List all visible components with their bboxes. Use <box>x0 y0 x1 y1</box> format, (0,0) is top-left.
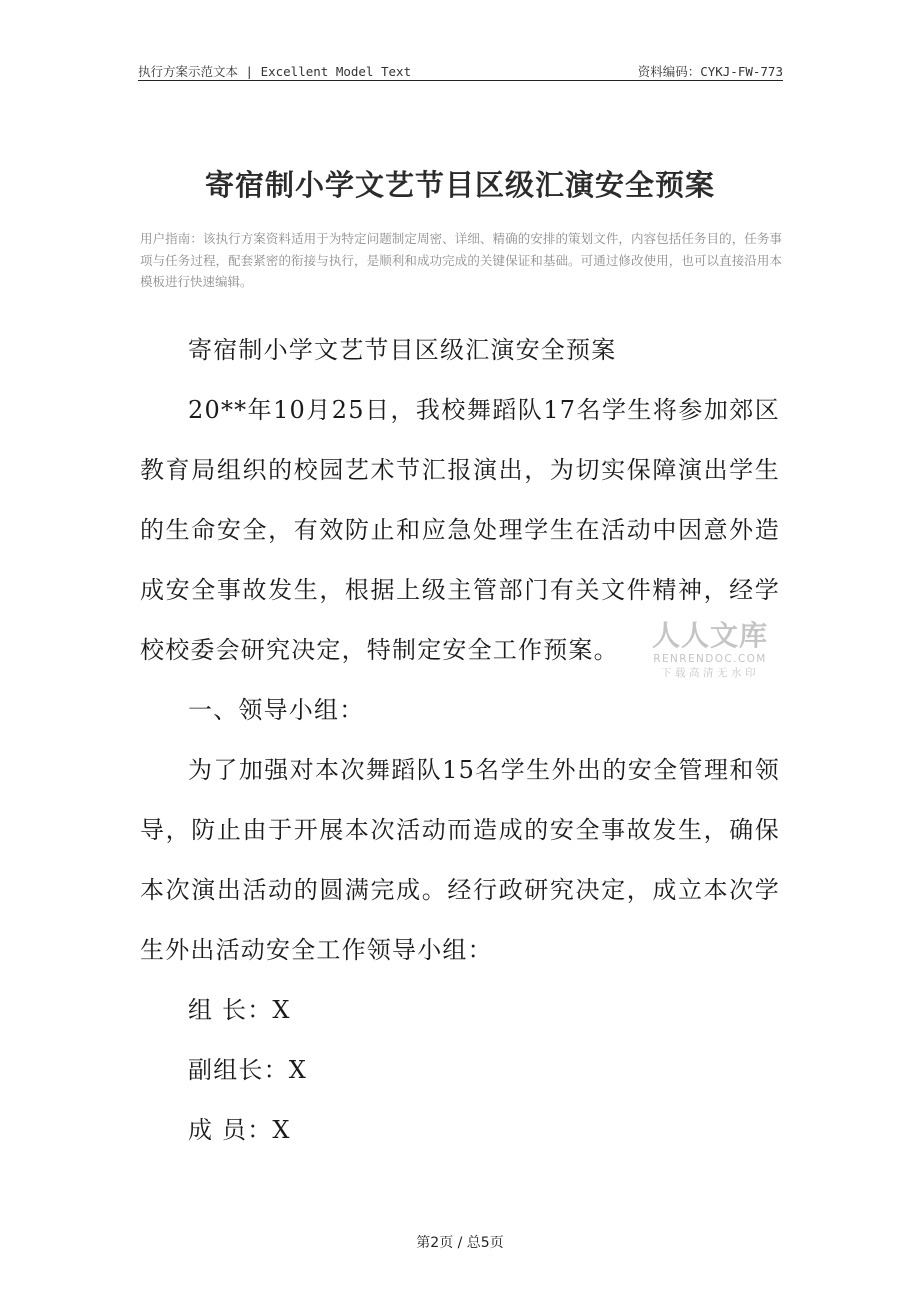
document-body <box>140 320 780 1160</box>
watermark-main-text: 人人文库 <box>651 619 768 652</box>
document-code: 资料编码：CYKJ-FW-773 <box>637 64 783 79</box>
user-guide-text: 用户指南：该执行方案资料适用于为特定问题制定周密、详细、精确的安排的策划文件，内容包括任务目的，任务事项与任务过程，配套紧密的衔接与执行，是顺利和成功完成的关键保证和基础。可通过修改使用，也可以直接沿用本模板进行快速编辑。 <box>140 231 782 289</box>
page-header <box>138 62 783 82</box>
body-paragraph-leadership: 为了加强对本次舞蹈队15名学生外出的安全管理和领导，防止由于开展本次活动而造成的安全事故发生，确保本次演出活动的圆满完成。经行政研究决定，成立本次学生外出活动安全工作领导小组： <box>140 756 780 964</box>
members-line: 成 员：X <box>188 1116 291 1144</box>
body-paragraph-heading: 寄宿制小学文艺节目区级汇演安全预案 <box>188 336 617 364</box>
deputy-leader-line: 副组长：X <box>188 1056 308 1084</box>
page-indicator: 第2页 / 总5页 <box>416 1235 504 1251</box>
section-heading-leadership: 一、领导小组： <box>188 696 365 724</box>
header-divider <box>138 80 783 81</box>
header-left-text: 执行方案示范文本 | Excellent Model Text <box>138 64 412 79</box>
watermark-logo <box>646 620 774 684</box>
leader-line: 组 长：X <box>188 996 291 1024</box>
watermark-domain: RENRENDOC.COM <box>653 653 767 665</box>
body-paragraph-intro: 20**年10月25日，我校舞蹈队17名学生将参加郊区教育局组织的校园艺术节汇报演出，为切实保障演出学生的生命安全，有效防止和应急处理学生在活动中因意外造成安全事故发生，根据上级主管部门有关文件精神，经学校校委会研究决定，特制定安全工作预案。 <box>140 396 780 664</box>
document-title: 寄宿制小学文艺节目区级汇演安全预案 <box>204 168 715 202</box>
watermark-tagline: 下载高清无水印 <box>661 667 759 679</box>
